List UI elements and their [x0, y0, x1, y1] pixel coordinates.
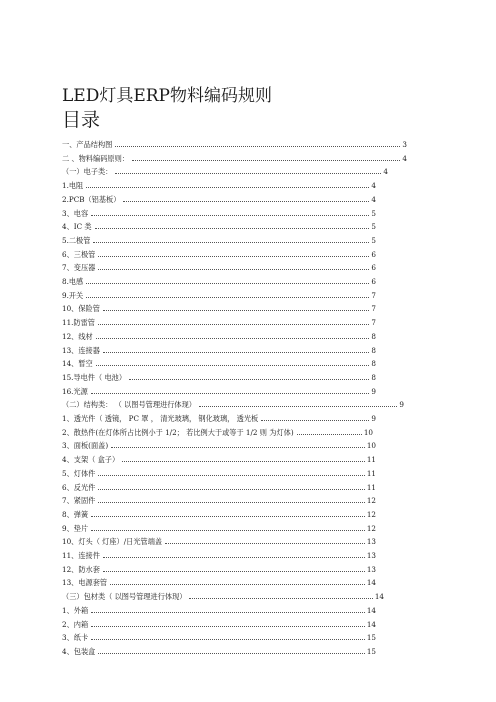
- toc-heading: 目录: [62, 109, 101, 131]
- toc-entry[interactable]: [62, 138, 407, 149]
- toc-entry[interactable]: [62, 289, 376, 300]
- toc-entry-page-number: 11: [366, 482, 376, 492]
- toc-dot-leader: [189, 598, 372, 599]
- toc-dot-leader: [91, 393, 370, 394]
- toc-entry[interactable]: [62, 563, 376, 574]
- toc-entry[interactable]: [62, 645, 376, 656]
- toc-entry[interactable]: [62, 576, 376, 587]
- toc-dot-leader: [91, 516, 365, 517]
- toc-entry-label: 4、包装盒: [62, 646, 96, 656]
- toc-entry-label: 2.PCB（铝基板）: [62, 194, 121, 204]
- toc-dot-leader: [91, 530, 365, 531]
- toc-entry[interactable]: [62, 371, 376, 382]
- toc-entry-page-number: 5: [371, 235, 376, 245]
- toc-entry[interactable]: [62, 522, 376, 533]
- toc-dot-leader: [103, 557, 365, 558]
- toc-entry-label: 6、反光件: [62, 482, 96, 492]
- toc-entry-page-number: 6: [371, 249, 376, 259]
- toc-entry-label: 二 、物料编码原则：: [62, 153, 129, 163]
- toc-entry[interactable]: [62, 604, 376, 615]
- toc-entry-page-number: 14: [366, 619, 376, 629]
- toc-entry[interactable]: [62, 165, 388, 176]
- toc-entry-page-number: 6: [371, 277, 376, 286]
- toc-entry-label: 7、变压器: [62, 263, 96, 273]
- toc-dot-leader: [95, 228, 370, 229]
- toc-entry-page-number: 8: [371, 331, 376, 341]
- toc-entry-label: 4、IC 类: [62, 222, 92, 232]
- toc-entry-label: 4、支架（ 盒子）: [62, 455, 120, 465]
- toc-entry[interactable]: [62, 439, 376, 450]
- toc-dot-leader: [98, 324, 369, 325]
- toc-dot-leader: [86, 187, 369, 188]
- toc-entry-label: 1、外箱: [62, 605, 89, 615]
- toc-entry[interactable]: [62, 481, 376, 492]
- toc-dot-leader: [115, 146, 400, 147]
- toc-entry-label: 16.光源: [62, 386, 88, 396]
- toc-entry-label: 3、电容: [62, 208, 89, 218]
- toc-dot-leader: [297, 434, 362, 435]
- toc-entry[interactable]: [62, 631, 376, 642]
- toc-entry[interactable]: [62, 426, 373, 437]
- toc-dot-leader: [86, 283, 369, 284]
- toc-entry-label: 13、连接器: [62, 345, 100, 355]
- toc-entry-label: 14、暂空: [62, 359, 93, 369]
- toc-dot-leader: [91, 612, 365, 613]
- toc-entry-page-number: 9: [371, 386, 376, 396]
- toc-entry-label: 8、弹簧: [62, 509, 89, 519]
- toc-entry-page-number: 8: [371, 372, 376, 382]
- toc-entry-page-number: 12: [366, 496, 376, 506]
- toc-entry[interactable]: [62, 385, 376, 396]
- toc-entry[interactable]: [62, 535, 376, 546]
- toc-entry[interactable]: [62, 467, 376, 478]
- toc-dot-leader: [98, 269, 369, 270]
- toc-entry-page-number: 10: [363, 427, 373, 437]
- toc-entry-page-number: 13: [366, 564, 376, 574]
- toc-entry-label: 一、产品结构图: [62, 140, 113, 149]
- toc-dot-leader: [86, 297, 369, 298]
- toc-entry-page-number: 8: [371, 359, 376, 369]
- toc-entry-page-number: 4: [402, 153, 407, 163]
- toc-entry-page-number: 6: [371, 263, 376, 273]
- toc-entry[interactable]: [62, 618, 376, 629]
- toc-entry-page-number: 4: [371, 181, 376, 191]
- toc-entry[interactable]: [62, 344, 376, 355]
- toc-entry-page-number: 9: [399, 400, 404, 410]
- document-title: LED灯具ERP物料编码规则: [62, 86, 272, 106]
- toc-entry[interactable]: [62, 179, 376, 190]
- toc-dot-leader: [261, 420, 369, 421]
- toc-entry-page-number: 11: [366, 455, 376, 465]
- toc-entry-page-number: 13: [366, 537, 376, 547]
- toc-entry-label: 8.电感: [62, 277, 84, 286]
- toc-entry-label: 11、连接件: [62, 551, 100, 560]
- toc-entry-label: 9.开关: [62, 290, 84, 300]
- toc-entry-label: （二）结构类： （ 以图号管理进行体现）: [62, 400, 196, 410]
- toc-entry[interactable]: [62, 220, 376, 231]
- toc-entry-label: 5、灯体件: [62, 468, 96, 478]
- toc-dot-leader: [98, 502, 365, 503]
- toc-entry[interactable]: [62, 494, 376, 505]
- toc-entry-page-number: 14: [374, 592, 384, 602]
- toc-entry-page-number: 7: [371, 318, 376, 328]
- toc-entry-label: 7、紧固件: [62, 496, 96, 506]
- toc-dot-leader: [91, 215, 369, 216]
- toc-entry[interactable]: [62, 234, 376, 245]
- toc-entry[interactable]: [62, 316, 376, 327]
- toc-entry-label: 3、纸卡: [62, 633, 89, 643]
- toc-entry[interactable]: [62, 330, 376, 341]
- toc-entry-label: 10、灯头（ 灯座）/日光管端盖: [62, 537, 163, 547]
- toc-entry-label: 6、三极管: [62, 249, 96, 259]
- toc-entry[interactable]: [62, 508, 376, 519]
- toc-entry-label: 1、透光件（ 透镜， PC 罩 ， 清光玻璃， 钢化玻璃， 透光板: [62, 414, 259, 423]
- toc-entry[interactable]: [62, 207, 376, 218]
- toc-dot-leader: [103, 310, 370, 311]
- toc-dot-leader: [91, 639, 365, 640]
- toc-entry-label: 2、内箱: [62, 619, 89, 629]
- toc-entry-label: 10、保险管: [62, 304, 100, 314]
- toc-entry-page-number: 12: [366, 523, 376, 533]
- toc-dot-leader: [115, 173, 381, 174]
- toc-dot-leader: [103, 571, 365, 572]
- toc-dot-leader: [110, 584, 365, 585]
- toc-entry-label: 11.防雷管: [62, 318, 95, 328]
- toc-entry[interactable]: [62, 193, 376, 204]
- toc-entry-page-number: 5: [371, 208, 376, 218]
- toc-entry-page-number: 4: [371, 194, 376, 204]
- toc-entry[interactable]: [62, 357, 376, 368]
- toc-dot-leader: [93, 242, 369, 243]
- toc-entry-label: 1.电阻: [62, 181, 84, 191]
- toc-entry-page-number: 15: [366, 633, 376, 643]
- toc-entry-label: （一）电子类：: [62, 167, 113, 177]
- toc-dot-leader: [98, 475, 365, 476]
- toc-entry-page-number: 8: [371, 345, 376, 355]
- toc-entry[interactable]: [62, 549, 376, 560]
- toc-dot-leader: [98, 489, 365, 490]
- toc-entry-page-number: 7: [371, 290, 376, 300]
- toc-entry[interactable]: [62, 152, 407, 163]
- toc-entry[interactable]: [62, 275, 376, 286]
- toc-entry-page-number: 4: [383, 167, 388, 177]
- toc-dot-leader: [96, 338, 370, 339]
- toc-entry-page-number: 11: [366, 468, 376, 478]
- toc-dot-leader: [98, 256, 369, 257]
- toc-dot-leader: [132, 160, 400, 161]
- toc-entry[interactable]: [62, 453, 376, 464]
- toc-entry[interactable]: [62, 248, 376, 259]
- toc-entry-page-number: 15: [366, 646, 376, 656]
- toc-entry-page-number: 12: [366, 509, 376, 519]
- toc-dot-leader: [98, 653, 365, 654]
- toc-dot-leader: [199, 406, 397, 407]
- toc-entry-page-number: 9: [371, 414, 376, 423]
- toc-dot-leader: [122, 461, 365, 462]
- toc-entry[interactable]: [62, 302, 376, 313]
- toc-entry[interactable]: [62, 261, 376, 272]
- toc-dot-leader: [96, 365, 370, 366]
- toc-dot-leader: [111, 447, 365, 448]
- toc-entry-label: 9、垫片: [62, 523, 89, 533]
- toc-dot-leader: [103, 352, 370, 353]
- toc-entry-label: （三）包材类（ 以图号管理进行体现）: [62, 592, 187, 602]
- toc-entry-page-number: 14: [366, 605, 376, 615]
- toc-entry-page-number: 3: [402, 140, 407, 149]
- toc-dot-leader: [123, 201, 369, 202]
- toc-entry-label: 13、电源套管: [62, 578, 108, 588]
- toc-entry-label: 3、面板(面盖): [62, 441, 109, 451]
- toc-dot-leader: [165, 543, 365, 544]
- toc-dot-leader: [129, 379, 369, 380]
- toc-entry-page-number: 13: [366, 551, 376, 560]
- toc-entry-page-number: 14: [366, 578, 376, 588]
- toc-entry[interactable]: [62, 590, 384, 601]
- toc-entry-page-number: 7: [371, 304, 376, 314]
- toc-dot-leader: [91, 626, 365, 627]
- toc-entry-page-number: 5: [371, 222, 376, 232]
- toc-entry[interactable]: [62, 412, 376, 423]
- toc-entry[interactable]: [62, 398, 404, 409]
- toc-entry-page-number: 10: [366, 441, 376, 451]
- toc-entry-label: 12、线材: [62, 331, 93, 341]
- toc-entry-label: 15.导电件（ 电池）: [62, 372, 127, 382]
- toc-entry-label: 5.二极管: [62, 235, 91, 245]
- toc-entry-label: 12、防水套: [62, 564, 100, 574]
- toc-entry-label: 2、散热件(在灯体所占比例小于 1/2； 若比例大于或等于 1/2 则 为灯体): [62, 427, 294, 437]
